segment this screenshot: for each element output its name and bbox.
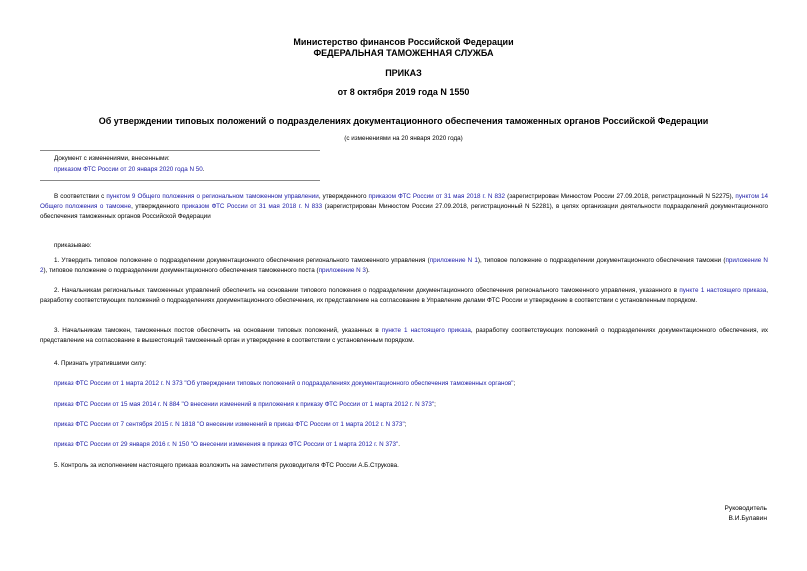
- item-1-text-4: ).: [365, 267, 370, 274]
- preamble-paragraph: [40, 192, 768, 222]
- preamble-link-order-833[interactable]: приказом ФТС России от 31 мая 2018 г. N 833: [181, 203, 323, 210]
- preamble-text-2: , утвержденного: [318, 193, 369, 200]
- preamble-text-4: , утвержденного: [131, 203, 182, 210]
- signatory-name: В.И.Булавин: [728, 515, 767, 522]
- changes-label: Документ с изменениями, внесенными:: [54, 155, 170, 162]
- item-5-paragraph: 5. Контроль за исполнением настоящего приказа возложить на заместителя руководителя ФТС России А.Б.Струкова.: [54, 462, 399, 469]
- preamble-text-1: В соответствии с: [54, 193, 107, 200]
- item-1-text-3: ), типовое положение о подразделении документационного обеспечения таможенного поста (: [43, 267, 319, 274]
- revision-note: (с изменениями на 20 января 2020 года): [344, 135, 463, 142]
- repealed-item: [40, 379, 768, 389]
- repealed-tail: .: [398, 441, 400, 448]
- ministry-name: Министерство финансов Российской Федерации: [293, 37, 514, 47]
- item-3-text-2: , разработку соответствующих положений о подразделениях документационного обеспечения, их представление на согласование в вышестоящий таможенный орган и утверждение в соответствии с установленным порядком.: [40, 327, 768, 344]
- changes-bottom-rule: [40, 180, 320, 181]
- repealed-item: [40, 420, 768, 430]
- changes-top-rule: [40, 150, 320, 151]
- repealed-tail: ;: [513, 380, 516, 387]
- document-type: ПРИКАЗ: [385, 68, 422, 78]
- preamble-link-customs-regulation[interactable]: пунктом 14 Общего положения о таможне: [40, 193, 768, 210]
- repealed-order-373-link[interactable]: приказ ФТС России от 1 марта 2012 г. N 373 "Об утверждении типовых положений о подразделениях документационного обеспечения таможенных органов": [54, 380, 514, 387]
- preamble-text-3: (зарегистрирован Минюстом России 27.09.2018, регистрационный N 52275),: [505, 193, 736, 200]
- item-1-paragraph: [40, 256, 768, 276]
- appendix-2-link[interactable]: приложение N 2: [40, 257, 768, 274]
- appendix-1-link[interactable]: приложение N 1: [429, 257, 478, 264]
- changes-tail: .: [202, 166, 205, 173]
- order-word: приказываю:: [54, 242, 92, 249]
- item-1-text-1: 1. Утвердить типовое положение о подразделении документационного обеспечения регионального таможенного управления (: [54, 257, 430, 264]
- item-3-paragraph: [40, 326, 768, 346]
- repealed-item: [40, 440, 768, 450]
- repealed-item: [40, 400, 768, 410]
- changes-line: [54, 165, 205, 175]
- repealed-order-150-link[interactable]: приказ ФТС России от 29 января 2016 г. N 150 "О внесении изменения в приказ ФТС России от 1 марта 2012 г. N 373": [54, 441, 399, 448]
- item-2-point-1-link[interactable]: пункте 1 настоящего приказа: [679, 287, 767, 294]
- item-4-paragraph: 4. Признать утратившими силу:: [54, 360, 147, 367]
- signatory-role: Руководитель: [724, 505, 767, 512]
- preamble-text-5: (зарегистрирован Минюстом России 27.09.2018, регистрационный N 52281), в целях организации деятельности подразделений документационного обеспечения таможенных органов Российской Федерации: [40, 203, 768, 220]
- changes-link[interactable]: приказом ФТС России от 20 января 2020 года N 50: [54, 166, 203, 173]
- item-2-text-2: , разработку соответствующих положений о подразделениях документационного обеспечения, их представление на согласование в Управление делами ФТС России и утверждение в соответствии с установленным порядком.: [40, 287, 768, 304]
- repealed-tail: ;: [434, 401, 436, 408]
- item-3-point-1-link[interactable]: пункте 1 настоящего приказа: [381, 327, 471, 334]
- repealed-order-1818-link[interactable]: приказ ФТС России от 7 сентября 2015 г. N 1818 "О внесении изменений в приказ ФТС России от 1 марта 2012 г. N 373": [54, 421, 405, 428]
- item-1-text-2: ), типовое положение о подразделении документационного обеспечения таможни (: [477, 257, 726, 264]
- service-name: ФЕДЕРАЛЬНАЯ ТАМОЖЕННАЯ СЛУЖБА: [313, 48, 494, 58]
- preamble-link-regional-regulation[interactable]: пунктом 9 Общего положения о региональном таможенном управлении: [106, 193, 319, 200]
- appendix-3-link[interactable]: приложение N 3: [318, 267, 366, 274]
- repealed-tail: ;: [404, 421, 407, 428]
- item-2-paragraph: [40, 286, 768, 306]
- preamble-link-order-832[interactable]: приказом ФТС России от 31 мая 2018 г. N 832: [368, 193, 506, 200]
- repealed-order-884-link[interactable]: приказ ФТС России от 15 мая 2014 г. N 884 "О внесении изменений в приложения к приказу ФТС России от 1 марта 2012 г. N 373": [54, 401, 435, 408]
- document-date-number: от 8 октября 2019 года N 1550: [337, 87, 470, 97]
- document-title: Об утверждении типовых положений о подразделениях документационного обеспечения таможенных органов Российской Федерации: [98, 116, 709, 126]
- item-2-text-1: 2. Начальникам региональных таможенных управлений обеспечить на основании типового положения о подразделении документационного обеспечения регионального таможенного управления, указанного в: [54, 287, 680, 294]
- item-3-text-1: 3. Начальникам таможен, таможенных постов обеспечить на основании типовых положений, указанных в: [54, 327, 382, 334]
